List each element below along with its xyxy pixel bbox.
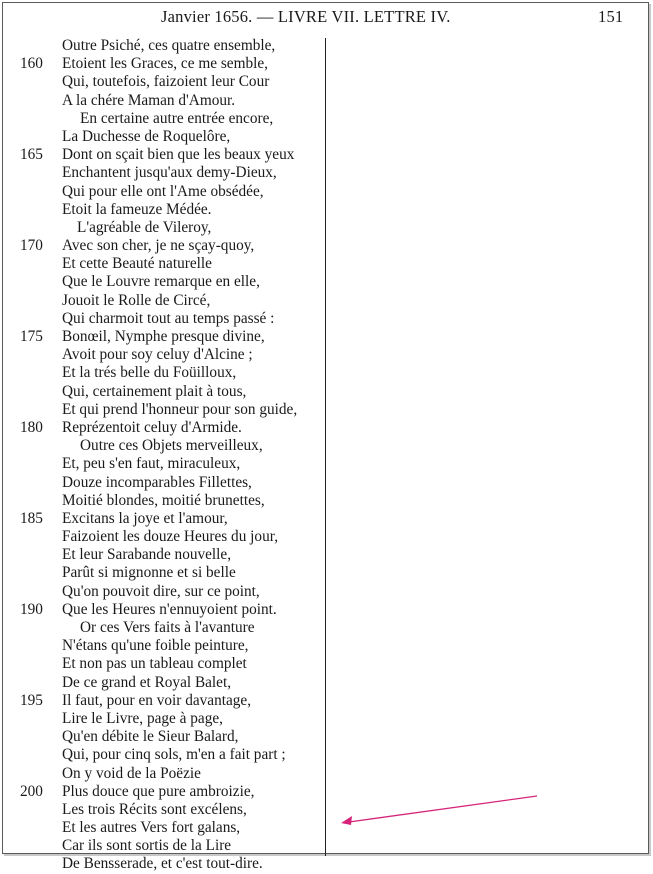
verse-line	[0, 164, 330, 182]
line-number: 200	[20, 782, 43, 800]
verse-line	[0, 73, 330, 91]
verse-line	[0, 837, 330, 855]
verse-line	[0, 692, 330, 710]
verse-line	[0, 401, 330, 419]
verse-text: Excitans la joye et l'amour,	[62, 509, 228, 527]
verse-text: Moitié blondes, moitié brunettes,	[62, 491, 265, 509]
verse-text: Etoient les Graces, ce me semble,	[62, 55, 269, 73]
verse-line	[0, 201, 330, 219]
verse-text: Outre ces Objets merveilleux,	[80, 437, 263, 455]
verse-text: Il faut, pour en voir davantage,	[62, 691, 252, 709]
verse-text: Jouoit le Rolle de Circé,	[62, 291, 211, 309]
line-number: 190	[20, 600, 43, 618]
verse-line	[0, 783, 330, 801]
verse-line	[0, 601, 330, 619]
verse-text: Parût si mignonne et si belle	[62, 564, 236, 582]
verse-line	[0, 674, 330, 692]
verse-text: Plus douce que pure ambroizie,	[62, 782, 255, 800]
header-title: Janvier 1656. — LIVRE VII. LETTRE IV.	[161, 7, 451, 26]
verse-text: Et, peu s'en faut, miraculeux,	[62, 455, 241, 473]
verse-text: Reprézentoit celuy d'Armide.	[62, 418, 242, 436]
verse-list	[0, 37, 330, 874]
verse-line	[0, 583, 330, 601]
verse-text: Que les Heures n'ennuyoient point.	[62, 600, 277, 618]
verse-text: Etoit la fameuze Médée.	[62, 200, 212, 218]
verse-line	[0, 419, 330, 437]
verse-text: Qui pour elle ont l'Ame obsédée,	[62, 182, 264, 200]
verse-text: Et qui prend l'honneur pour son guide,	[62, 400, 298, 418]
verse-text: Qui, toutefois, faizoient leur Cour	[62, 73, 270, 91]
verse-line	[0, 728, 330, 746]
verse-line	[0, 92, 330, 110]
verse-text: Et non pas un tableau complet	[62, 655, 247, 673]
line-number: 195	[20, 691, 43, 709]
verse-text: De Bensserade, et c'est tout-dire.	[62, 855, 263, 873]
verse-text: A la chére Maman d'Amour.	[62, 91, 236, 109]
verse-text: Faizoient les douze Heures du jour,	[62, 528, 279, 546]
verse-text: Qui charmoit tout au temps passé :	[62, 309, 275, 327]
verse-line	[0, 801, 330, 819]
verse-line	[0, 55, 330, 73]
verse-line	[0, 819, 330, 837]
line-number: 160	[20, 55, 43, 73]
verse-text: Qu'en débite le Sieur Balard,	[62, 728, 239, 746]
verse-text: Douze incomparables Fillettes,	[62, 473, 252, 491]
verse-line	[0, 746, 330, 764]
page-number: 151	[598, 7, 624, 26]
verse-text: L'agréable de Vileroy,	[77, 218, 212, 236]
verse-text: N'étans qu'une foible peinture,	[62, 637, 249, 655]
running-header	[0, 6, 653, 28]
verse-line	[0, 110, 330, 128]
verse-text: Lire le Livre, page à page,	[62, 709, 223, 727]
verse-line	[0, 310, 330, 328]
verse-line	[0, 273, 330, 291]
verse-text: De ce grand et Royal Balet,	[62, 673, 232, 691]
verse-text: Qu'on pouvoit dire, sur ce point,	[62, 582, 260, 600]
verse-text: Qui, pour cinq sols, m'en a fait part ;	[62, 746, 286, 764]
verse-line	[0, 765, 330, 783]
verse-line	[0, 528, 330, 546]
verse-line	[0, 183, 330, 201]
verse-text: La Duchesse de Roquelôre,	[62, 127, 231, 145]
verse-text: Or ces Vers faits à l'avanture	[80, 619, 255, 636]
verse-line	[0, 383, 330, 401]
verse-text: Qui, certainement plait à tous,	[62, 382, 247, 400]
verse-text: Bonœil, Nymphe presque divine,	[62, 328, 265, 345]
verse-line	[0, 255, 330, 273]
verse-text: Que le Louvre remarque en elle,	[62, 273, 260, 291]
verse-line	[0, 474, 330, 492]
line-number: 165	[20, 146, 43, 164]
verse-line	[0, 364, 330, 382]
verse-line	[0, 219, 330, 237]
verse-text: Et leur Sarabande nouvelle,	[62, 546, 232, 564]
verse-line	[0, 546, 330, 564]
verse-line	[0, 619, 330, 637]
verse-line	[0, 37, 330, 55]
arrow-head	[341, 816, 352, 825]
verse-text: Et cette Beauté naturelle	[62, 255, 212, 273]
verse-line	[0, 128, 330, 146]
verse-line	[0, 564, 330, 582]
verse-line	[0, 437, 330, 455]
verse-line	[0, 637, 330, 655]
verse-text: Et les autres Vers fort galans,	[62, 819, 241, 837]
verse-text: Et la trés belle du Foüilloux,	[62, 364, 237, 382]
verse-line	[0, 492, 330, 510]
line-number: 175	[20, 328, 43, 345]
annotation-arrow	[337, 792, 542, 828]
verse-line	[0, 346, 330, 364]
verse-line	[0, 146, 330, 164]
verse-line	[0, 237, 330, 255]
verse-text: On y void de la Poëzie	[62, 764, 201, 782]
verse-text: Les trois Récits sont excélens,	[62, 800, 247, 818]
line-number: 170	[20, 237, 43, 255]
verse-text: Avec son cher, je ne sçay-quoy,	[62, 237, 255, 255]
verse-text: En certaine autre entrée encore,	[80, 109, 274, 127]
verse-line	[0, 655, 330, 673]
verse-line	[0, 855, 330, 873]
verse-text: Avoit pour soy celuy d'Alcine ;	[62, 346, 253, 364]
verse-line	[0, 328, 330, 346]
verse-text: Enchantent jusqu'aux demy-Dieux,	[62, 164, 277, 182]
verse-line	[0, 510, 330, 528]
verse-text: Car ils sont sortis de la Lire	[62, 837, 232, 855]
verse-line	[0, 455, 330, 473]
line-number: 180	[20, 418, 43, 436]
verse-text: Outre Psiché, ces quatre ensemble,	[62, 37, 276, 54]
arrow-shaft	[349, 796, 537, 822]
verse-line	[0, 710, 330, 728]
line-number: 185	[20, 509, 43, 527]
verse-line	[0, 292, 330, 310]
verse-text: Dont on sçait bien que les beaux yeux	[62, 146, 295, 164]
